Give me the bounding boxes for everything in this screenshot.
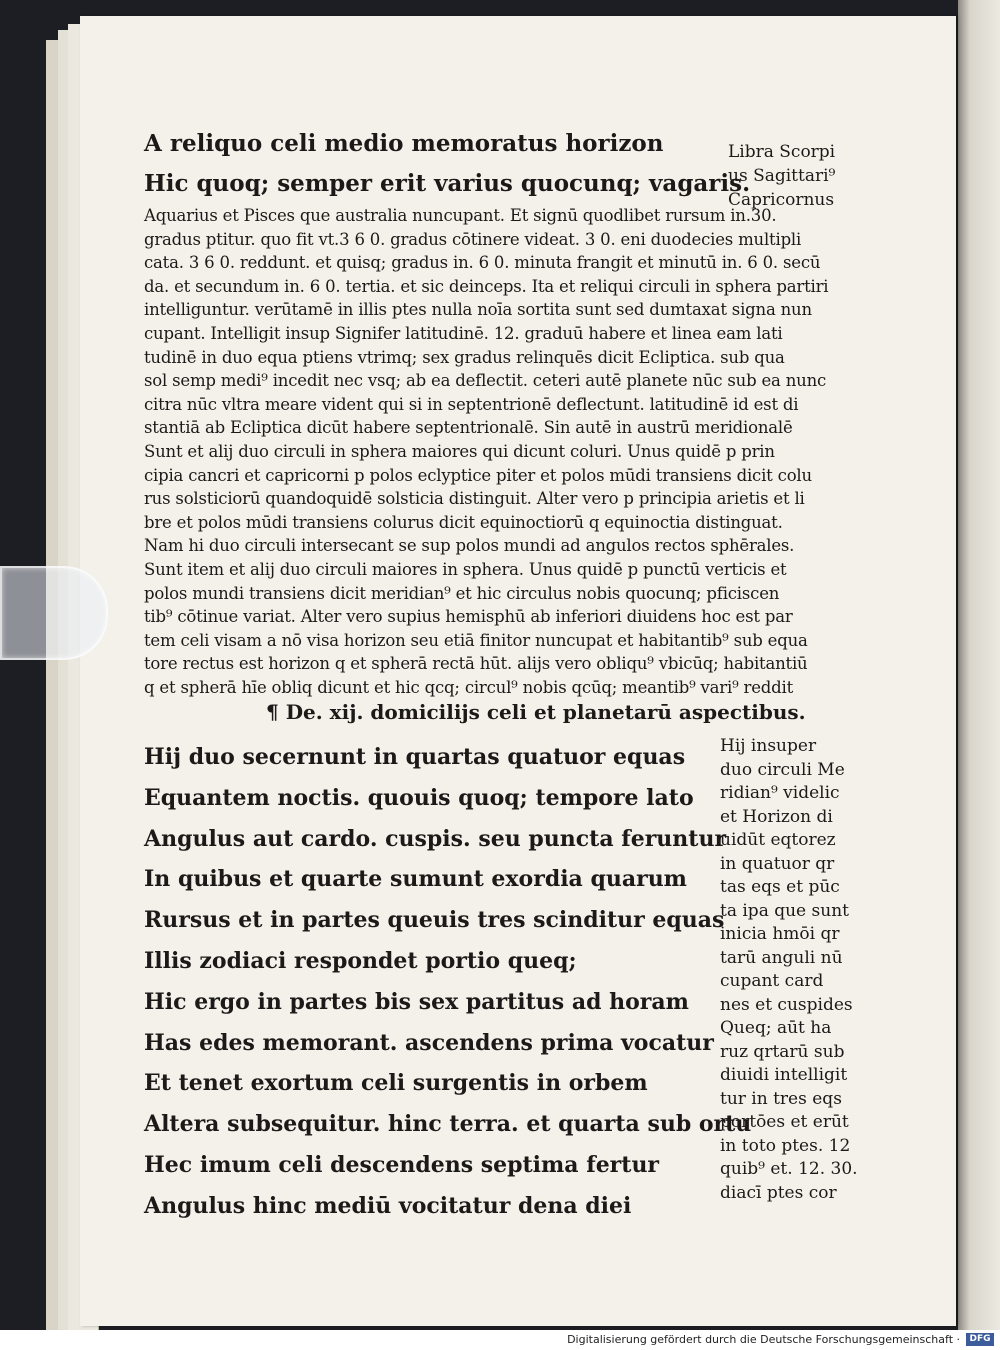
- gloss-line: ta ipa que sunt: [720, 900, 849, 921]
- gloss-line: uidūt eqtorez: [720, 830, 836, 850]
- gloss-line: Hij insuper: [720, 736, 817, 756]
- gloss-line: nes et cuspides: [720, 994, 853, 1015]
- verse-line: Hij duo secernunt in quartas quatuor equas: [144, 744, 686, 770]
- paragraph-mark-icon: ¶: [266, 700, 286, 724]
- prose-line: cupant. Intelligit insup Signifer latitudinē. 12. graduū habere et linea eam lati: [144, 324, 783, 343]
- footer-credit: Digitalisierung gefördert durch die Deutsche Forschungsgemeinschaft ·: [567, 1333, 960, 1346]
- gloss-line: ridian⁹ videlic: [720, 783, 840, 803]
- side-note-1: Libra Scorpi: [728, 142, 836, 162]
- verse-line: Rursus et in partes queuis tres scinditur equas: [144, 907, 725, 934]
- verse-line: Angulus hinc mediū vocitatur dena diei: [144, 1192, 632, 1219]
- verse-line: Equantem noctis. quouis quoq; tempore lato: [144, 784, 694, 811]
- prose-line: citra nūc vltra meare vident qui si in septentrionē deflectunt. latitudinē id est di: [144, 394, 799, 414]
- side-note-3: Capricornus: [728, 190, 835, 210]
- verse-line: Hec imum celi descendens septima fertur: [144, 1152, 660, 1178]
- prose-line: da. et secundum in. 6 0. tertia. et sic deinceps. Ita et reliqui circuli in sphera partiri: [144, 276, 829, 296]
- gloss-line: diuidi intelligit: [720, 1065, 848, 1085]
- gloss-line: tur in tres eqs: [720, 1088, 842, 1109]
- prose-line: tem celi visam a nō visa horizon seu etiā finitor nuncupat et habitantib⁹ sub equa: [144, 630, 808, 650]
- footer-bar: [0, 1330, 1000, 1350]
- header-line-1: A reliquo celi medio memoratus horizon: [144, 130, 664, 157]
- prose-line: sol semp medi⁹ incedit nec vsq; ab ea deflectit. ceteri autē planete nūc sub ea nunc: [144, 371, 827, 391]
- gloss-line: ruz qrtarū sub: [720, 1041, 845, 1062]
- prose-line: Nam hi duo circuli intersecant se sup polos mundi ad angulos rectos sphērales.: [144, 536, 795, 556]
- section-heading: [266, 700, 806, 724]
- verse-line: Altera subsequitur. hinc terra. et quarta sub ortu: [144, 1111, 752, 1138]
- prose-line: tib⁹ cōtinue variat. Alter vero supius hemisphū ab inferiori diuidens hoc est par: [144, 607, 793, 627]
- gloss-line: et Horizon di: [720, 806, 833, 827]
- prose-line: cata. 3 6 0. reddunt. et quisq; gradus in. 6 0. minuta frangit et minutū in. 6 0. secū: [144, 253, 821, 273]
- book-page: [80, 16, 956, 1326]
- prose-line: Aquarius et Pisces que australia nuncupant. Et signū quodlibet rursum in.30.: [144, 206, 777, 225]
- header-line-2: Hic quoq; semper erit varius quocunq; vagaris.: [144, 170, 751, 197]
- dfg-logo: DFG: [966, 1333, 994, 1346]
- prose-line: gradus ptitur. quo fit vt.3 6 0. gradus cōtinere videat. 3 0. eni duodecies multipli: [144, 229, 802, 249]
- gloss-line: tarū anguli nū: [720, 947, 843, 968]
- prose-line: tudinē in duo equa ptiens vtrimq; sex gradus relinquēs dicit Ecliptica. sub qua: [144, 347, 785, 367]
- prose-line: Sunt et alij duo circuli in sphera maiores qui dicunt coluri. Unus quidē p prin: [144, 442, 775, 461]
- gloss-line: tas eqs et pūc: [720, 877, 840, 897]
- side-note-2: us Sagittari⁹: [728, 166, 836, 186]
- gloss-line: in toto ptes. 12: [720, 1135, 851, 1156]
- verse-line: Hic ergo in partes bis sex partitus ad horam: [144, 988, 689, 1015]
- prose-line: intelliguntur. verūtamē in illis ptes nulla noīa sortita sunt sed dumtaxat signa nun: [144, 300, 812, 320]
- verse-line: In quibus et quarte sumunt exordia quarum: [144, 866, 687, 893]
- plastic-page-clip: [0, 566, 108, 660]
- gloss-line: quib⁹ et. 12. 30.: [720, 1159, 858, 1179]
- gloss-line: Queq; aūt ha: [720, 1018, 832, 1038]
- verse-line: Has edes memorant. ascendens prima vocatur: [144, 1029, 714, 1056]
- prose-line: q et spherā hīe obliq dicunt et hic qcq; circul⁹ nobis qcūq; meantib⁹ vari⁹ reddit: [144, 678, 794, 697]
- prose-line: bre et polos mūdi transiens colurus dicit equinoctiorū q equinoctia distinguat.: [144, 512, 783, 532]
- prose-line: stantiā ab Ecliptica dicūt habere septentrionalē. Sin autē in austrū meridionalē: [144, 418, 793, 438]
- prose-line: rus solsticiorū quandoquidē solsticia distinguit. Alter vero p principia arietis et li: [144, 489, 805, 509]
- verse-line: Illis zodiaci respondet portio queq;: [144, 948, 577, 974]
- section-heading-text: De. xij. domicilijs celi et planetarū aspectibus.: [285, 700, 806, 724]
- prose-line: tore rectus est horizon q et spherā rectā hūt. alijs vero obliqu⁹ vbicūq; habitantiū: [144, 654, 808, 674]
- facing-page-edge: [958, 0, 1000, 1330]
- gloss-line: in quatuor qr: [720, 853, 835, 874]
- verse-line: Angulus aut cardo. cuspis. seu puncta feruntur: [144, 825, 727, 852]
- prose-line: Sunt item et alij duo circuli maiores in sphera. Unus quidē p punctū verticis et: [144, 560, 787, 579]
- prose-line: cipia cancri et capricorni p polos eclyptice piter et polos mūdi transiens dicit colu: [144, 465, 812, 485]
- gloss-line: diacī ptes cor: [720, 1182, 837, 1203]
- prose-line: polos mundi transiens dicit meridian⁹ et hic circulus nobis quocunq; pficiscen: [144, 583, 780, 603]
- gloss-line: cupant card: [720, 971, 824, 991]
- gloss-line: duo circuli Me: [720, 759, 845, 780]
- gloss-line: inicia hmōi qr: [720, 924, 840, 944]
- gloss-line: portōes et erūt: [720, 1112, 849, 1132]
- verse-line: Et tenet exortum celi surgentis in orbem: [144, 1070, 648, 1097]
